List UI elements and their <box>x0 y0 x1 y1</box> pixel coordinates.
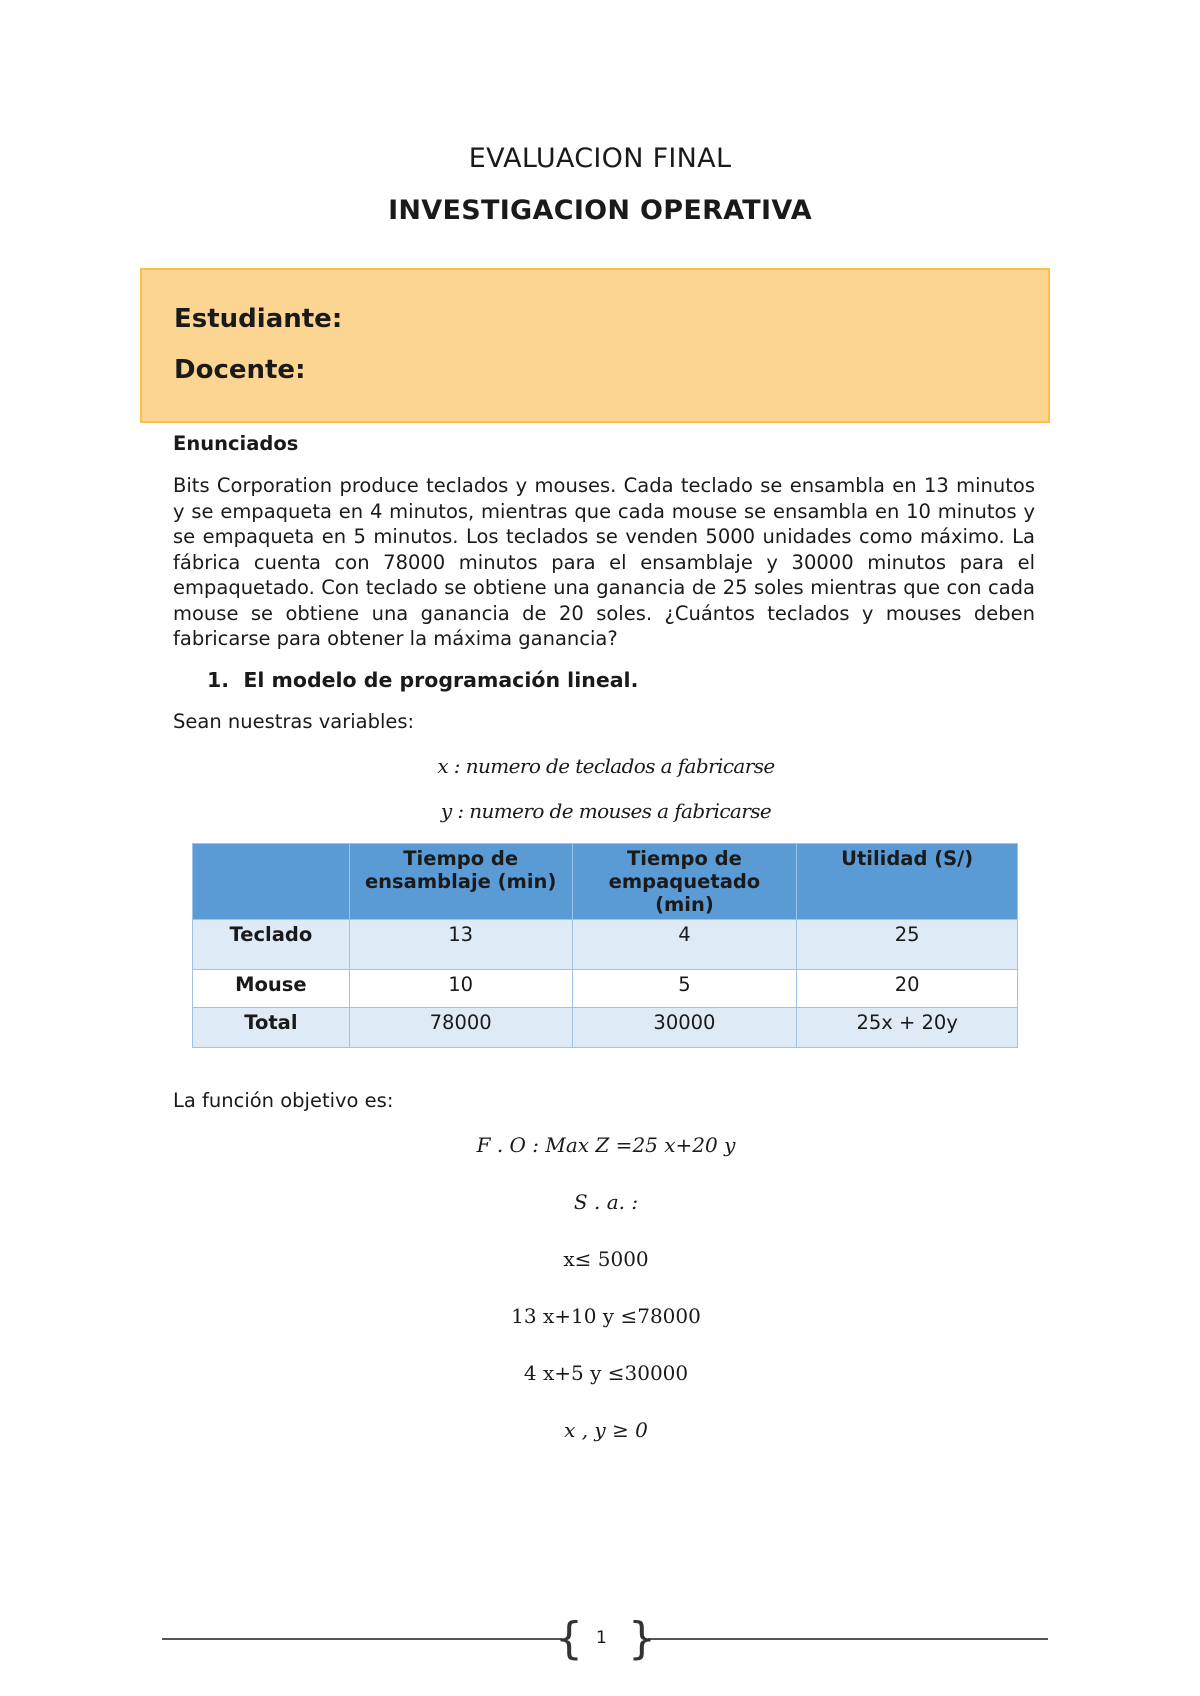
constraint-3: 4 x+5 y ≤30000 <box>523 1361 689 1385</box>
constraint-2: 13 x+10 y ≤78000 <box>511 1304 701 1328</box>
variable-y-definition: y : numero de mouses a fabricarse <box>440 799 772 823</box>
table-header-cell <box>193 844 350 920</box>
table-row <box>193 920 1018 970</box>
objective-function-text: F . O : Max Z =25 x+20 y <box>476 1133 736 1157</box>
page-number: 1 <box>596 1628 607 1648</box>
student-label: Estudiante: <box>174 304 343 334</box>
table-cell: 5 <box>572 970 797 1008</box>
table-row <box>193 1008 1018 1048</box>
constraint-4-text: x , y ≥ 0 <box>564 1418 648 1442</box>
objective-function <box>0 1133 1200 1157</box>
table-row-label: Total <box>193 1008 350 1048</box>
variables-intro: Sean nuestras variables: <box>173 710 415 733</box>
teacher-label: Docente: <box>174 355 306 385</box>
objective-intro: La función objetivo es: <box>173 1089 394 1112</box>
footer-rule-right <box>648 1638 1048 1640</box>
table-cell: 25 <box>797 920 1018 970</box>
table-cell: 78000 <box>349 1008 572 1048</box>
data-table <box>192 843 1018 1048</box>
statement-heading: Enunciados <box>173 432 299 455</box>
document-subtitle: INVESTIGACION OPERATIVA <box>388 195 812 226</box>
section-1-title: El modelo de programación lineal. <box>243 668 639 692</box>
table-cell: 25x + 20y <box>797 1008 1018 1048</box>
footer-left-brace-icon: { <box>555 1613 583 1664</box>
table-cell: 20 <box>797 970 1018 1008</box>
table-cell: 13 <box>349 920 572 970</box>
table-header-cell: Tiempo de empaquetado (min) <box>572 844 797 920</box>
section-1-heading <box>207 668 638 692</box>
footer-rule-left <box>162 1638 562 1640</box>
table-cell: 10 <box>349 970 572 1008</box>
footer-right-brace-icon: } <box>628 1613 656 1664</box>
document-title: EVALUACION FINAL <box>468 143 732 174</box>
table-row-label: Mouse <box>193 970 350 1008</box>
constraint-4 <box>0 1418 1200 1442</box>
subject-to-label <box>0 1190 1200 1214</box>
subject-to-text: S . a. : <box>573 1190 639 1214</box>
constraint-1: x≤ 5000 <box>563 1247 649 1271</box>
table-cell: 4 <box>572 920 797 970</box>
table-row-label: Teclado <box>193 920 350 970</box>
student-info-box <box>140 268 1050 423</box>
section-1-number: 1. <box>207 668 230 692</box>
table-cell: 30000 <box>572 1008 797 1048</box>
statement-paragraph: Bits Corporation produce teclados y mouses. Cada teclado se ensambla en 13 minutos y se empaqueta en 4 minutos, mientras que cada mouse se ensambla en 10 minutos y se empaqueta en 5 minutos. Los teclados se venden 5000 unidades como máximo. La fábrica cuenta con 78000 minutos para el ensamblaje y 30000 minutos para el empaquetado. Con teclado se obtiene una ganancia de 25 soles mientras que con cada mouse se obtiene una ganancia de 20 soles. ¿Cuántos teclados y mouses deben fabricarse para obtener la máxima ganancia? <box>173 474 1035 650</box>
variable-x-definition: x : numero de teclados a fabricarse <box>437 754 775 778</box>
table-header-cell: Tiempo de ensamblaje (min) <box>349 844 572 920</box>
table-header-cell: Utilidad (S/) <box>797 844 1018 920</box>
table-header-row <box>193 844 1018 920</box>
table-row <box>193 970 1018 1008</box>
